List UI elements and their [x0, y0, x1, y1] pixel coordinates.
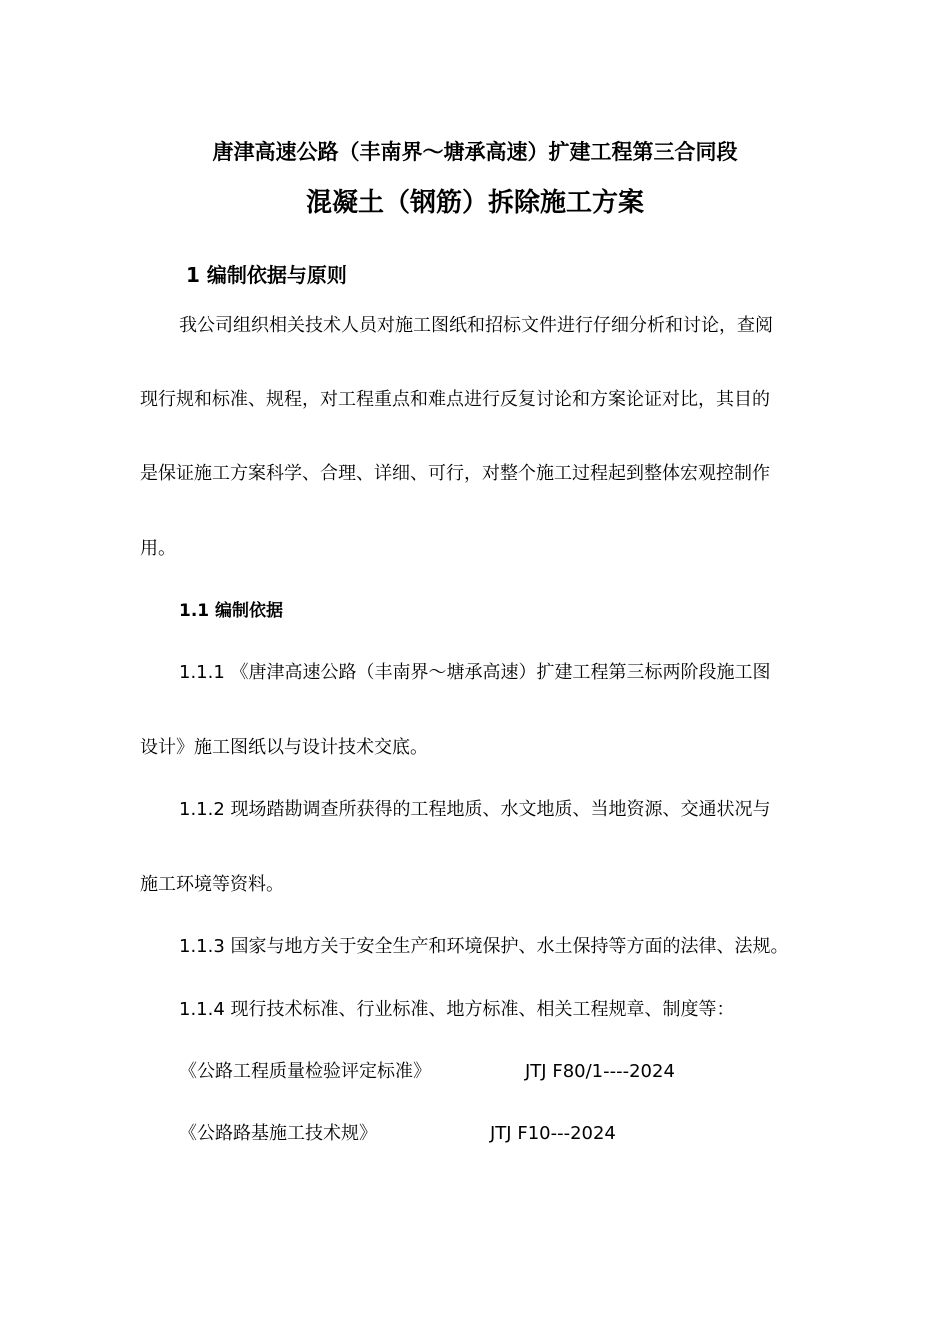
document-title-line1: 唐津高速公路（丰南界～塘承高速）扩建工程第三合同段 — [212, 140, 738, 164]
item-1-1-2-line: 施工环境等资料。 — [140, 874, 284, 895]
intro-paragraph-line: 我公司组织相关技术人员对施工图纸和招标文件进行仔细分析和讨论，查阅 — [179, 315, 773, 336]
section-heading-1: 1 编制依据与原则 — [186, 263, 347, 287]
standard-code: JTJ F80/1----2024 — [525, 1061, 675, 1082]
item-1-1-2-line: 1.1.2 现场踏勘调查所获得的工程地质、水文地质、当地资源、交通状况与 — [179, 799, 771, 820]
section-heading-1-1: 1.1 编制依据 — [179, 601, 284, 621]
item-1-1-1-line: 设计》施工图纸以与设计技术交底。 — [140, 737, 428, 758]
document-title-line2: 混凝土（钢筋）拆除施工方案 — [305, 188, 644, 218]
intro-paragraph-line: 用。 — [140, 538, 176, 559]
standard-name: 《公路工程质量检验评定标准》 — [179, 1061, 431, 1082]
intro-paragraph-line: 是保证施工方案科学、合理、详细、可行，对整个施工过程起到整体宏观控制作 — [140, 463, 770, 484]
standard-name: 《公路路基施工技术规》 — [179, 1123, 377, 1144]
item-1-1-1-line: 1.1.1 《唐津高速公路（丰南界～塘承高速）扩建工程第三标两阶段施工图 — [179, 662, 771, 683]
item-1-1-4: 1.1.4 现行技术标准、行业标准、地方标准、相关工程规章、制度等： — [179, 999, 735, 1020]
standard-code: JTJ F10---2024 — [490, 1123, 616, 1144]
item-1-1-3: 1.1.3 国家与地方关于安全生产和环境保护、水土保持等方面的法律、法规。 — [179, 936, 789, 957]
intro-paragraph-line: 现行规和标准、规程，对工程重点和难点进行反复讨论和方案论证对比，其目的 — [140, 389, 770, 410]
